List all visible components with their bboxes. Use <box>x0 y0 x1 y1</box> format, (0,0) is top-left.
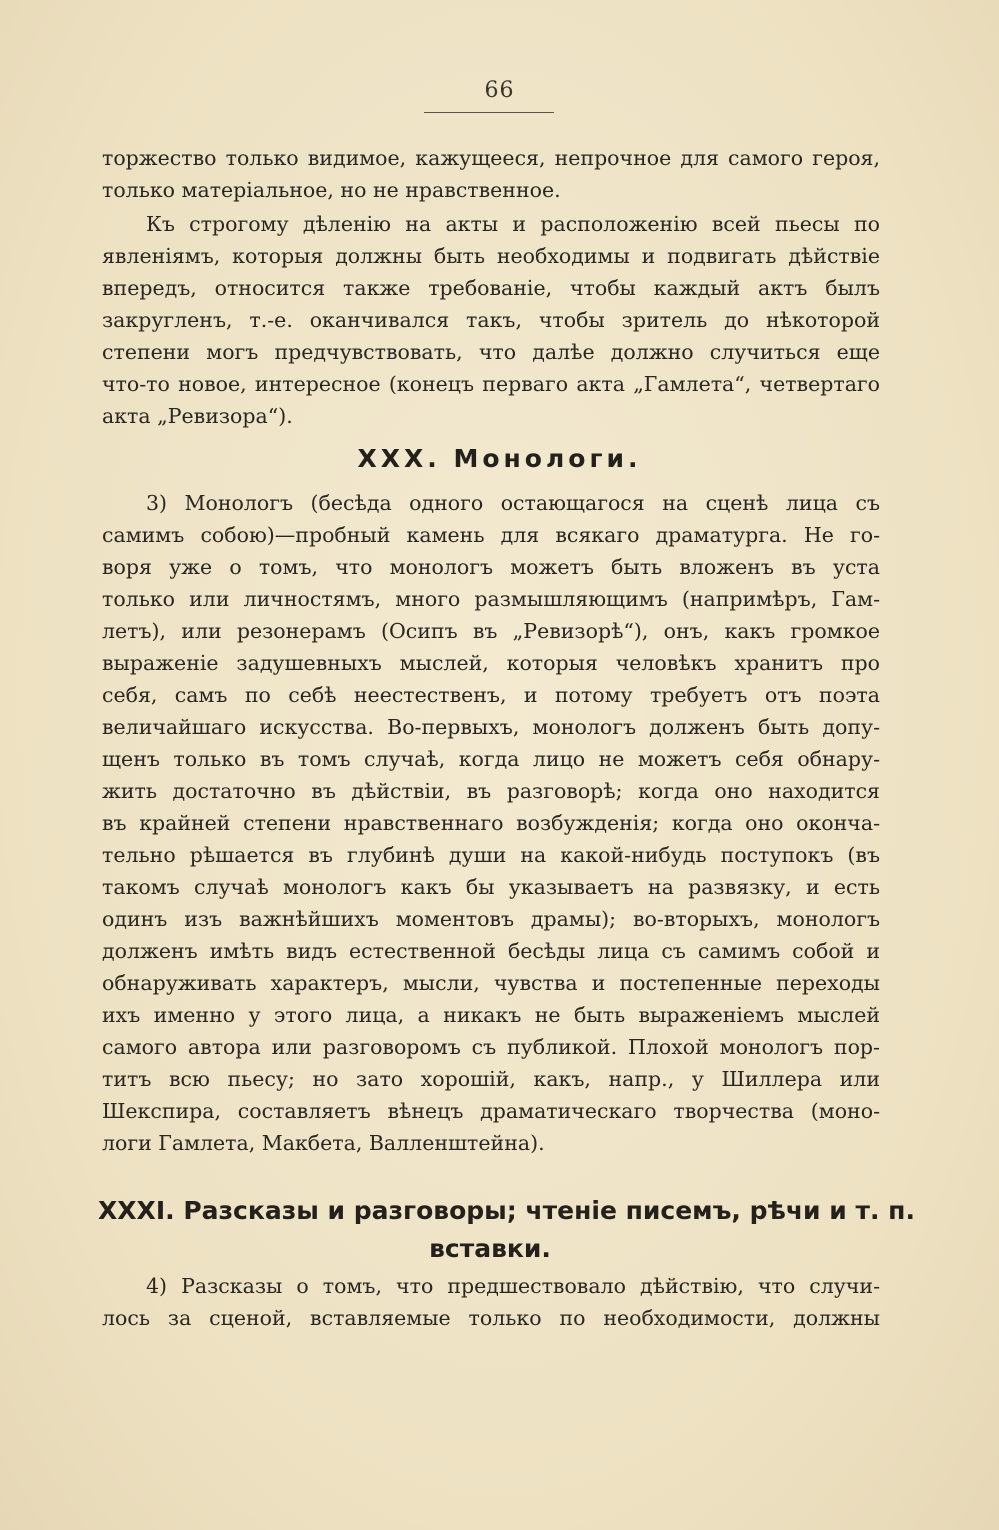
text-line: летъ), или резонерамъ (Осипъ въ „Ревизорѣ“), онъ, какъ громкое <box>102 619 880 643</box>
text-line: въ крайней степени нравственнаго возбужденія; когда оно оконча- <box>102 811 880 835</box>
text-line: 3) Монологъ (бесѣда одного остающагося на сценѣ лица съ <box>146 491 880 515</box>
text-line: выраженіе задушевныхъ мыслей, которыя человѣкъ хранитъ про <box>102 651 880 675</box>
text-line: самимъ собою)—пробный камень для всякаго драматурга. Не го- <box>102 523 880 547</box>
heading-line: XXXI. Разсказы и разговоры; чтеніе писемъ, рѣчи и т. п. <box>98 1196 915 1225</box>
heading-line: вставки. <box>429 1234 551 1263</box>
text-line: себя, самъ по себѣ неестественъ, и потому требуетъ отъ поэта <box>102 683 880 707</box>
header-rule <box>424 112 554 113</box>
paragraph-1 <box>102 142 880 206</box>
text-line: величайшаго искусства. Во-первыхъ, монологъ долженъ быть допу- <box>102 715 880 739</box>
text-line: щенъ только въ томъ случаѣ, когда лицо не можетъ себя обнару- <box>102 747 880 771</box>
text-line: только матеріальное, но не нравственное. <box>102 178 561 202</box>
text-line: акта „Ревизора“). <box>102 404 293 428</box>
text-line: степени могъ предчувствовать, что далѣе должно случиться еще <box>102 340 880 364</box>
page-number: 66 <box>484 78 515 103</box>
text-line: тельно рѣшается въ глубинѣ души на какой-нибудь поступокъ (въ <box>102 843 880 867</box>
text-line: логи Гамлета, Макбета, Валленштейна). <box>102 1131 545 1155</box>
text-line: что-то новое, интересное (конецъ перваго акта „Гамлета“, четвертаго <box>102 372 880 396</box>
paragraph-3 <box>102 487 880 1159</box>
text-line: ихъ именно у этого лица, а никакъ не быть выраженіемъ мыслей <box>102 1003 880 1027</box>
text-line: титъ всю пьесу; но зато хорошій, какъ, напр., у Шиллера или <box>102 1067 880 1091</box>
text-line: жить достаточно въ дѣйствіи, въ разговорѣ; когда оно находится <box>102 779 880 803</box>
text-line: одинъ изъ важнѣйшихъ моментовъ драмы); во-вторыхъ, монологъ <box>102 907 880 931</box>
text-line: лось за сценой, вставляемые только по необходимости, должны <box>102 1306 880 1330</box>
paragraph-2 <box>102 208 880 432</box>
text-line: такомъ случаѣ монологъ какъ бы указываетъ на развязку, и есть <box>102 875 880 899</box>
section-heading-31 <box>98 1192 915 1268</box>
text-line: закругленъ, т.-е. оканчивался такъ, чтобы зритель до нѣкоторой <box>102 308 880 332</box>
text-line: самого автора или разговоромъ съ публикой. Плохой монологъ пор- <box>102 1035 880 1059</box>
text-line: впередъ, относится также требованіе, чтобы каждый актъ былъ <box>102 276 880 300</box>
text-line: явленіямъ, которыя должны быть необходимы и подвигать дѣйствіе <box>102 244 880 268</box>
text-line: только или личностямъ, много размышляющимъ (напримѣръ, Гам- <box>102 587 880 611</box>
text-line: долженъ имѣть видъ естественной бесѣды лица съ самимъ собой и <box>102 939 880 963</box>
section-heading-30: XXX. Монологи. <box>357 444 642 473</box>
text-line: Шекспира, составляетъ вѣнецъ драматическаго творчества (моно- <box>102 1099 880 1123</box>
text-line: обнаруживать характеръ, мысли, чувства и постепенные переходы <box>102 971 880 995</box>
paragraph-4 <box>102 1270 880 1334</box>
text-line: воря уже о томъ, что монологъ можетъ быть вложенъ въ уста <box>102 555 880 579</box>
text-line: 4) Разсказы о томъ, что предшествовало дѣйствію, что случи- <box>146 1274 880 1298</box>
text-line: Къ строгому дѣленію на акты и расположенію всей пьесы по <box>146 212 880 236</box>
text-line: торжество только видимое, кажущееся, непрочное для самого героя, <box>102 146 880 170</box>
